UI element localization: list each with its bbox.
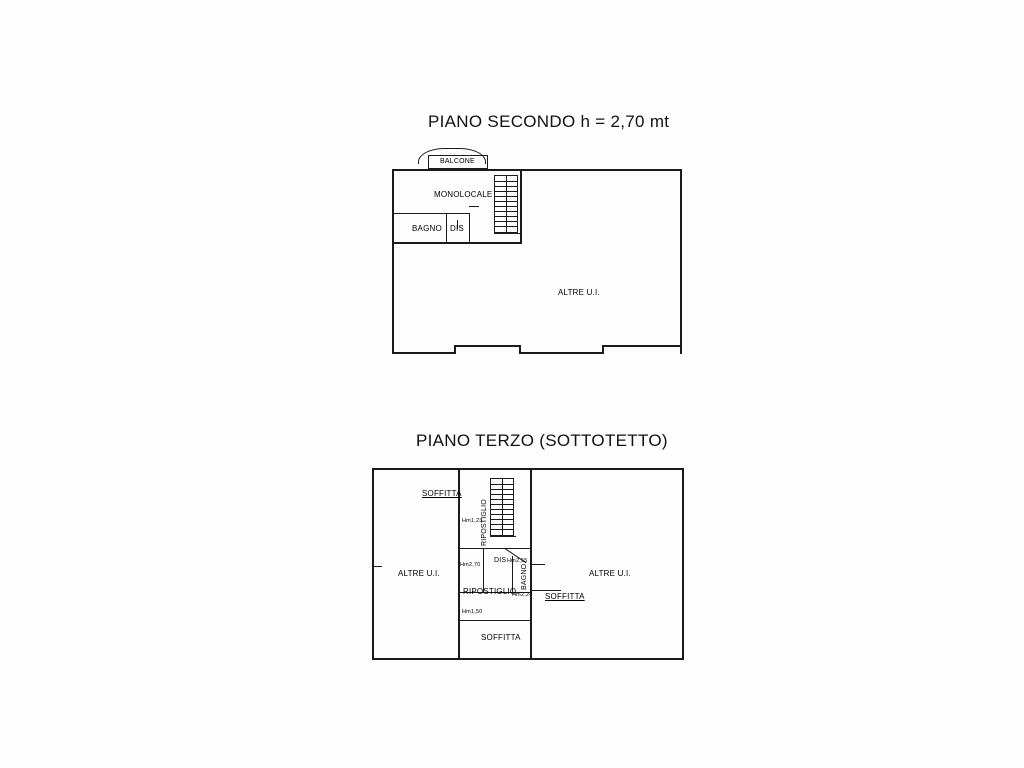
- third-perimeter-bottom: [372, 658, 684, 660]
- monolocale-label: MONOLOCALE: [434, 190, 493, 199]
- perimeter-left: [392, 169, 394, 354]
- ripostiglio-verticale-label: RIPOSTIGLIO: [481, 499, 488, 546]
- wall-soffitta-bottom-top: [460, 620, 530, 621]
- perimeter-right: [680, 169, 682, 354]
- nota-h-1-50: Hm1,50: [462, 609, 483, 615]
- ripostiglio-basso-label: RIPOSTIGLIO: [463, 587, 517, 596]
- left-wall-tick: [372, 566, 382, 567]
- plan-title-piano-terzo: PIANO TERZO (SOTTOTETTO): [416, 431, 668, 450]
- perimeter-bottom-a: [392, 352, 454, 354]
- soffitta-alto-label: SOFFITTA: [422, 489, 462, 498]
- wall-bagno-dis: [446, 213, 447, 243]
- balcone-label: BALCONE: [440, 158, 475, 165]
- stair-landing-line: [494, 233, 522, 234]
- third-perimeter-left: [372, 468, 374, 660]
- nota-h-2-70: Hm2,70: [460, 562, 481, 568]
- nota-h-2-55: Hm2,55: [507, 558, 528, 564]
- dis-label-terzo: DIS: [494, 557, 507, 564]
- soffitta-divider-tick: [458, 540, 460, 541]
- soffitta-destra-label: SOFFITTA: [545, 592, 585, 601]
- apartment-bottom-wall: [392, 242, 522, 244]
- central-wall-right-lower: [530, 590, 532, 660]
- altre-ui-label: ALTRE U.I.: [558, 288, 600, 297]
- perimeter-bottom-d: [602, 345, 682, 347]
- wall-monolocale-bagno: [392, 213, 470, 214]
- perimeter-bottom-b: [454, 345, 520, 347]
- perimeter-top: [392, 169, 682, 171]
- bagno-label-terzo: BAGNO: [521, 563, 528, 590]
- wall-corridor-bottom: [460, 548, 530, 549]
- staircase-piano-terzo: [490, 478, 514, 536]
- altre-ui-sinistra-label: ALTRE U.I.: [398, 569, 440, 578]
- plan-title-piano-secondo: PIANO SECONDO h = 2,70 mt: [428, 112, 670, 131]
- bagno-label: BAGNO: [412, 224, 442, 233]
- altre-ui-destra-label: ALTRE U.I.: [589, 569, 631, 578]
- perimeter-bottom-c: [519, 352, 603, 354]
- connector-right-lower: [531, 590, 561, 591]
- nota-h-1-23: Hm1,23: [462, 518, 483, 524]
- wall-ripostiglio-right: [483, 548, 484, 592]
- central-wall-right-upper: [530, 468, 532, 590]
- dis-label: DIS: [450, 224, 464, 233]
- third-stair-landing-line: [490, 536, 516, 537]
- nota-h-2-24: Hm2,24: [512, 592, 533, 598]
- third-perimeter-right: [682, 468, 684, 660]
- staircase-piano-secondo: [494, 175, 518, 233]
- wall-dis-right: [469, 213, 470, 243]
- door-monolocale: [469, 206, 479, 207]
- connector-right-upper: [531, 564, 545, 565]
- third-perimeter-top: [372, 468, 684, 470]
- soffitta-basso-label: SOFFITTA: [481, 633, 521, 642]
